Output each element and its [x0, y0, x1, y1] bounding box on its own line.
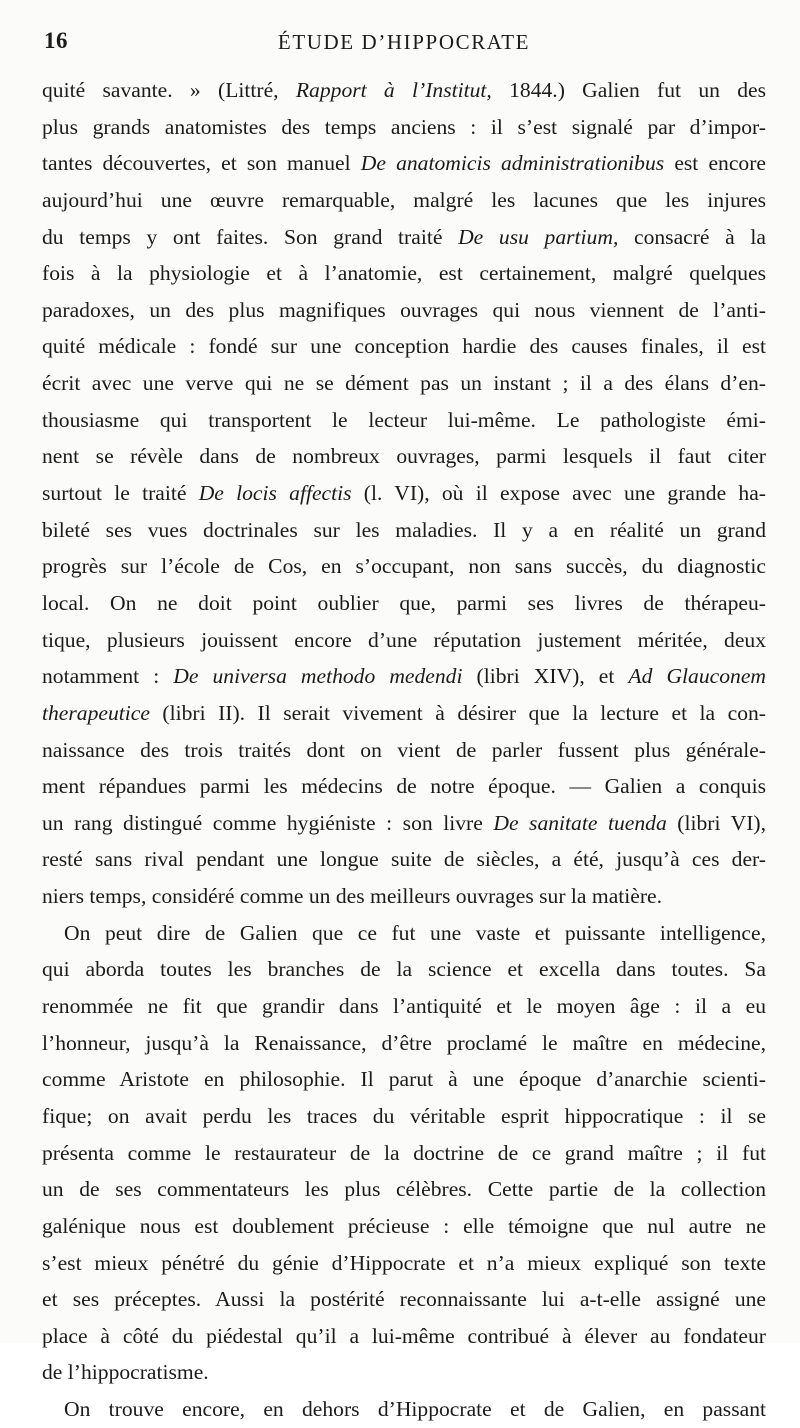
text-line [42, 72, 766, 109]
text-segment: surtout le traité [42, 481, 199, 506]
text-segment: du temps y ont faites. Son grand traité [42, 224, 459, 249]
text-line [42, 1391, 766, 1428]
text-line [42, 182, 766, 219]
text-segment: de l’hippocratisme. [42, 1360, 209, 1385]
text-segment: resté sans rival pendant une longue suite de siècles, a été, jusqu’à ces der- [42, 847, 766, 872]
body-text [42, 72, 766, 1428]
text-line [42, 841, 766, 878]
text-line [42, 1061, 766, 1098]
text-segment: ment répandues parmi les médecins de notre époque. — Galien a conquis [42, 774, 766, 799]
text-segment: et ses préceptes. Aussi la postérité reconnaissante lui a-t-elle assigné une [42, 1287, 766, 1312]
text-segment: nent se révèle dans de nombreux ouvrages, parmi lesquels il faut citer [42, 444, 766, 469]
text-segment: plus grands anatomistes des temps anciens : il s’est signalé par d’impor- [42, 114, 766, 139]
text-line [42, 768, 766, 805]
text-line [42, 1208, 766, 1245]
text-line [42, 951, 766, 988]
text-line [42, 328, 766, 365]
text-segment: fois à la physiologie et à l’anatomie, est certainement, malgré quelques [42, 261, 766, 286]
text-segment: fique; on avait perdu les traces du véritable esprit hippocratique : il se [42, 1103, 766, 1128]
text-segment: progrès sur l’école de Cos, en s’occupant, non sans succès, du diagnostic [42, 554, 766, 579]
text-line [42, 109, 766, 146]
italic-title: therapeutice [42, 700, 150, 725]
text-line [42, 805, 766, 842]
italic-title: Rapport à l’Institut, [295, 78, 492, 102]
text-line [42, 585, 766, 622]
text-segment: quité médicale : fondé sur une conception hardie des causes finales, il est [42, 334, 766, 359]
text-segment: thousiasme qui transportent le lecteur lui-même. Le pathologiste émi- [42, 407, 766, 432]
text-line [42, 732, 766, 769]
text-line [42, 1245, 766, 1282]
text-segment: s’est mieux pénétré du génie d’Hippocrate et n’a mieux expliqué son texte [42, 1250, 766, 1275]
text-segment: 1844.) Galien fut un des [491, 78, 766, 102]
page-header [44, 28, 764, 64]
italic-title: De sanitate tuenda [493, 810, 667, 835]
text-segment: un de ses commentateurs les plus célèbres. Cette partie de la collection [42, 1177, 766, 1202]
text-line [42, 292, 766, 329]
text-line [42, 475, 766, 512]
text-line [42, 1354, 766, 1391]
text-segment: tique, plusieurs jouissent encore d’une réputation justement méritée, deux [42, 627, 766, 652]
text-line [42, 1135, 766, 1172]
text-segment: (libri VI), [666, 810, 766, 835]
text-line [42, 255, 766, 292]
text-segment: présenta comme le restaurateur de la doctrine de ce grand maître ; il fut [42, 1140, 766, 1165]
text-line [42, 219, 766, 256]
text-segment: écrit avec une verve qui ne se dément pas un instant ; il a des élans d’en- [42, 371, 766, 396]
italic-title: De universa methodo medendi [173, 664, 463, 689]
text-segment: qui aborda toutes les branches de la science et excella dans toutes. Sa [42, 957, 766, 982]
italic-title: Ad Glauconem [628, 664, 766, 689]
text-segment: On trouve encore, en dehors d’Hippocrate et de Galien, en passant [64, 1397, 766, 1422]
text-segment: aujourd’hui une œuvre remarquable, malgré les lacunes que les injures [42, 187, 766, 212]
text-segment: naissance des trois traités dont on vient de parler fussent plus générale- [42, 737, 766, 762]
text-segment: (libri XIV), et [462, 664, 629, 689]
text-line [42, 512, 766, 549]
text-line [42, 402, 766, 439]
text-segment: consacré à la [618, 224, 766, 249]
text-line [42, 145, 766, 182]
text-segment: renommée ne fit que grandir dans l’antiquité et le moyen âge : il a eu [42, 994, 766, 1019]
text-segment: quité savante. » (Littré, [42, 78, 296, 102]
page-number: 16 [44, 28, 68, 53]
text-segment: notamment : [42, 664, 174, 689]
text-segment: bileté ses vues doctrinales sur les maladies. Il y a en réalité un grand [42, 517, 766, 542]
text-segment: place à côté du piédestal qu’il a lui-même contribué à élever au fondateur [42, 1323, 766, 1348]
text-line [42, 1281, 766, 1318]
running-title: ÉTUDE D’HIPPOCRATE [277, 30, 531, 54]
text-line [42, 658, 766, 695]
text-line [42, 878, 766, 915]
text-segment: (l. VI), où il expose avec une grande ha- [351, 481, 766, 506]
text-segment: niers temps, considéré comme un des meilleurs ouvrages sur la matière. [42, 884, 663, 909]
text-line [42, 622, 766, 659]
text-line [42, 1171, 766, 1208]
text-line [42, 695, 766, 732]
text-line [42, 438, 766, 475]
text-line [42, 988, 766, 1025]
text-line [42, 548, 766, 585]
text-segment: On peut dire de Galien que ce fut une vaste et puissante intelligence, [64, 920, 766, 945]
text-line [42, 1318, 766, 1355]
text-line [42, 1098, 766, 1135]
text-segment: l’honneur, jusqu’à la Renaissance, d’être proclamé le maître en médecine, [42, 1030, 766, 1055]
text-segment: (libri II). Il serait vivement à désirer que la lecture et la con- [149, 700, 766, 725]
text-segment: paradoxes, un des plus magnifiques ouvrages qui nous viennent de l’anti- [42, 297, 766, 322]
text-segment: comme Aristote en philosophie. Il parut à une époque d’anarchie scienti- [42, 1067, 766, 1092]
text-segment: local. On ne doit point oublier que, parmi ses livres de thérapeu- [42, 590, 766, 615]
italic-title: De anatomicis administrationibus [360, 151, 665, 176]
italic-title: De usu partium, [458, 224, 619, 249]
text-segment: tantes découvertes, et son manuel [42, 151, 361, 176]
text-line [42, 1025, 766, 1062]
italic-title: De locis affectis [198, 481, 352, 506]
text-segment: galénique nous est doublement précieuse : elle témoigne que nul autre ne [42, 1213, 766, 1238]
text-line [42, 915, 766, 952]
text-line [42, 365, 766, 402]
text-segment: est encore [664, 151, 766, 176]
text-segment: un rang distingué comme hygiéniste : son livre [42, 810, 494, 835]
